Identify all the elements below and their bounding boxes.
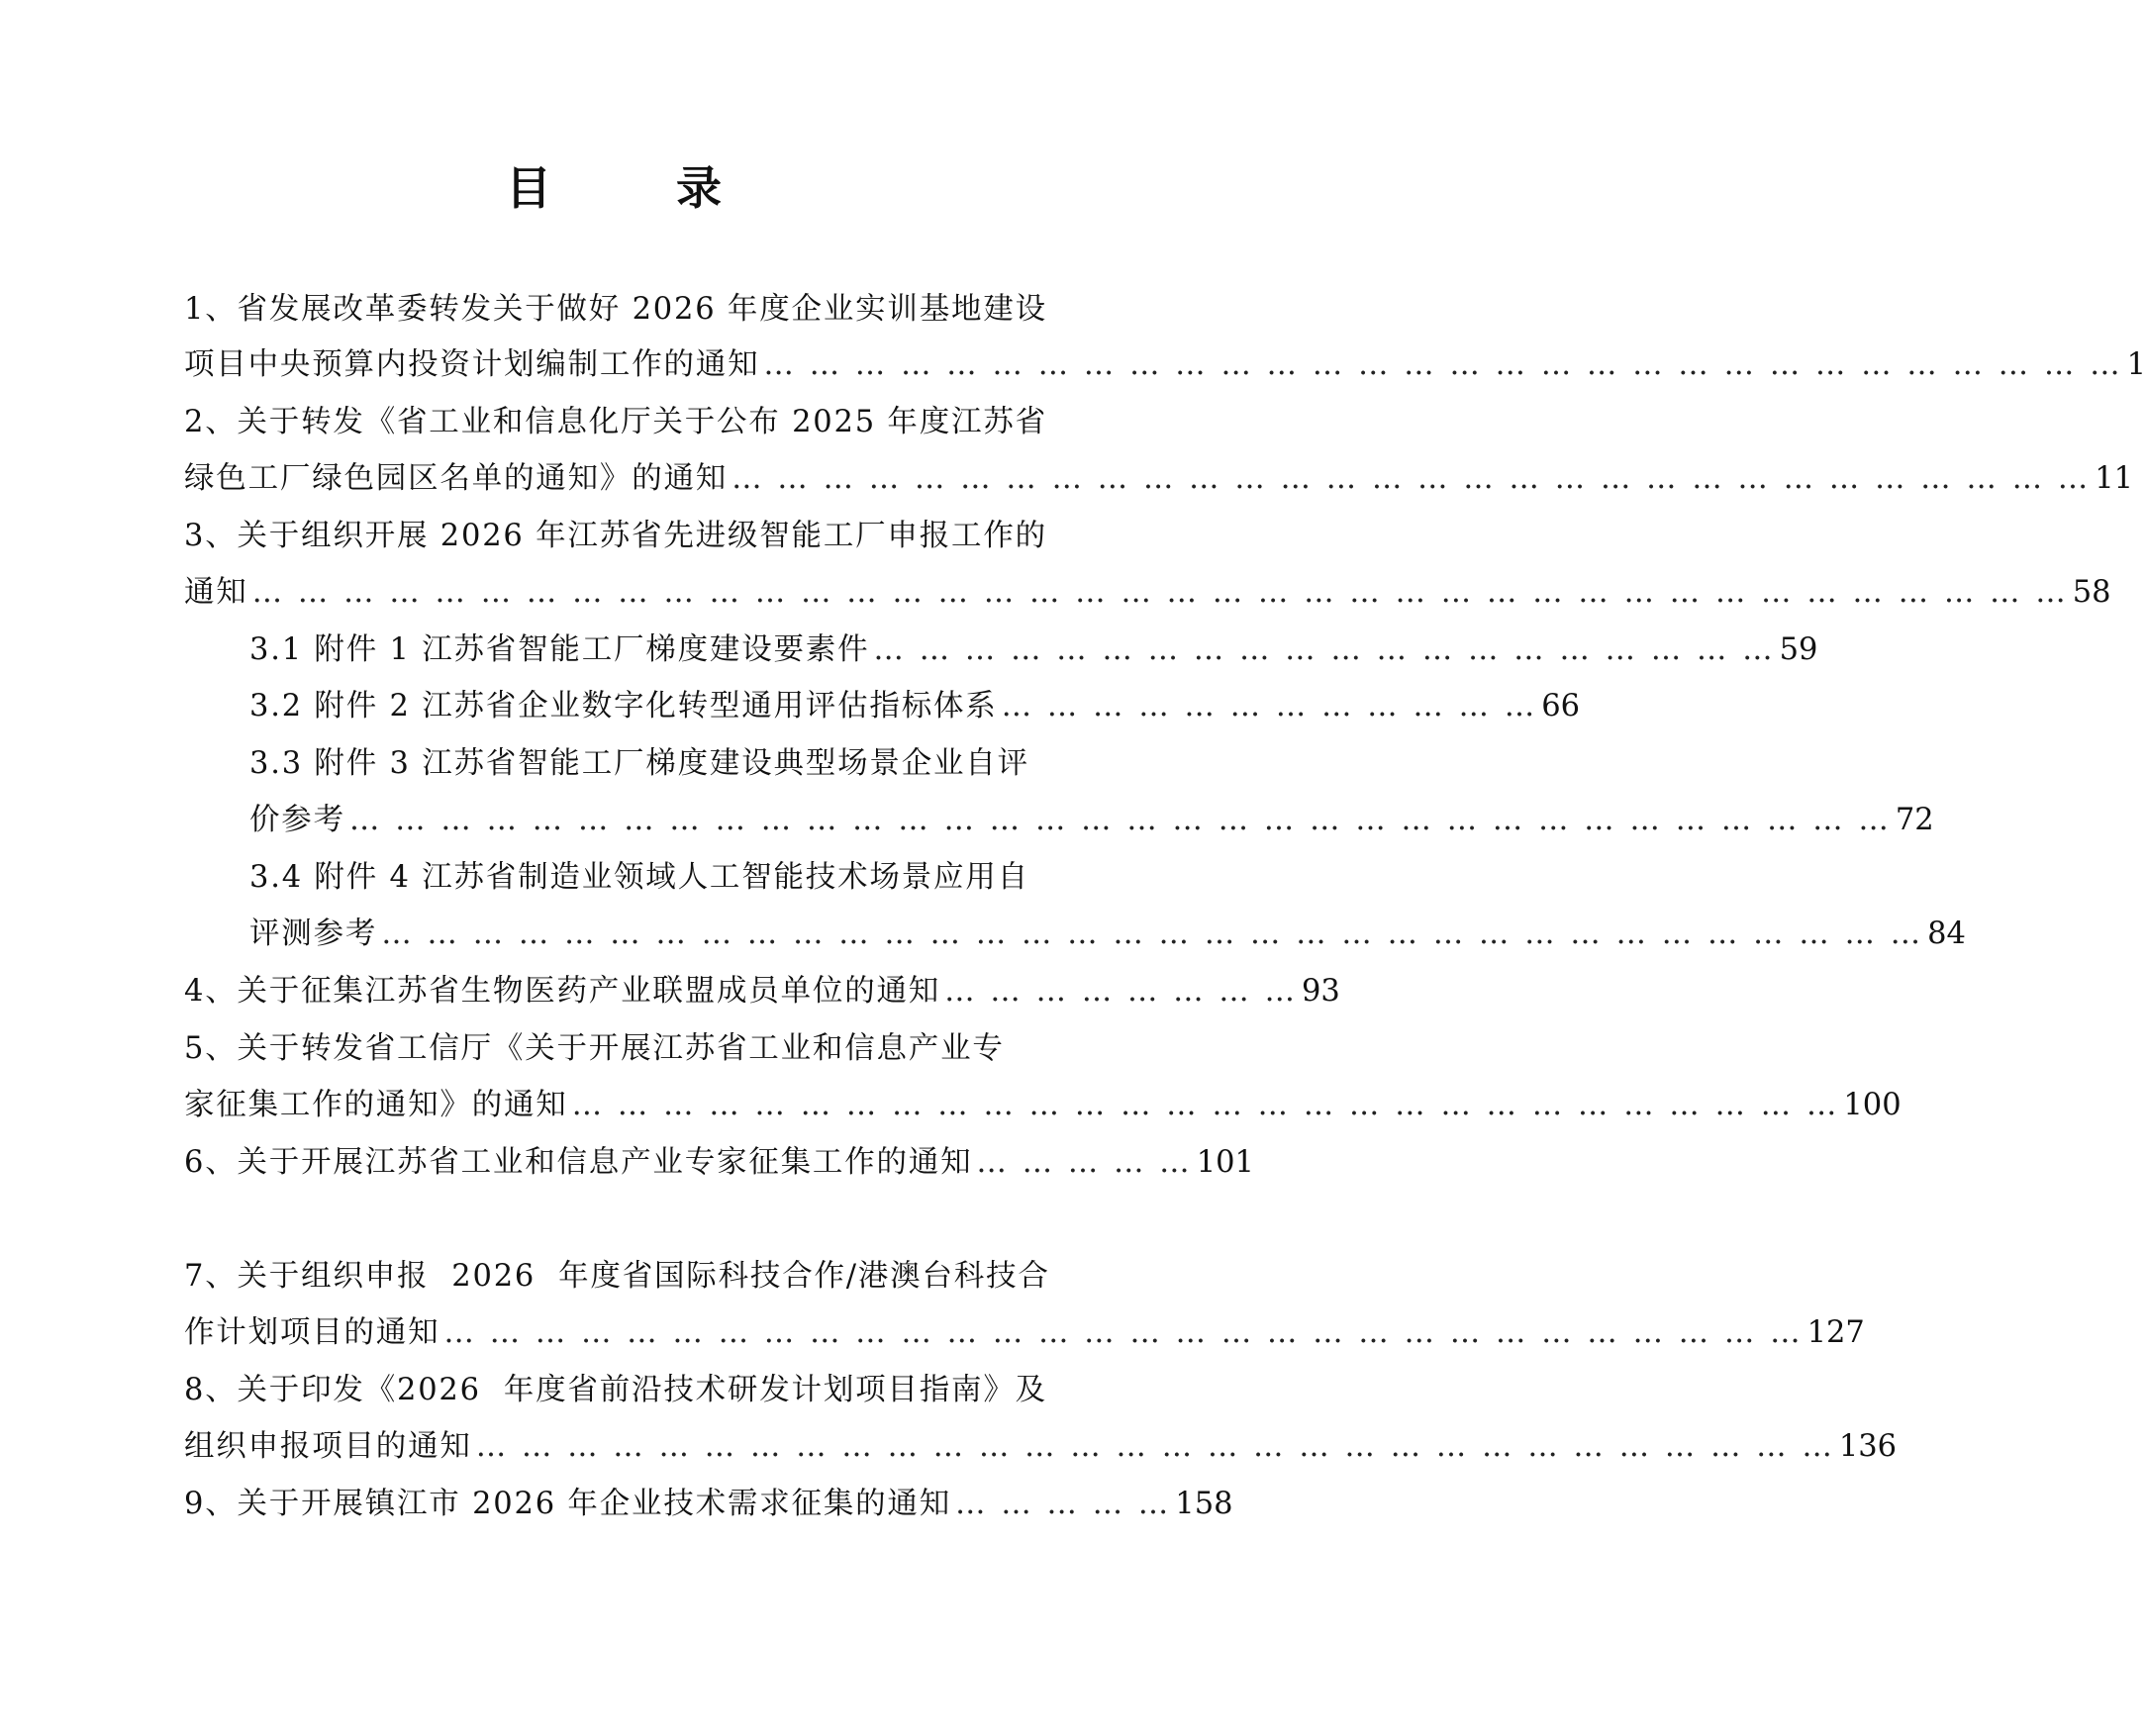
toc-page-number: 101 xyxy=(1196,1145,1254,1180)
toc-page-number: 127 xyxy=(1806,1315,1865,1350)
toc-entry-line: 2、关于转发《省工业和信息化厅关于公布 2025 年度江苏省 xyxy=(184,405,1047,439)
toc-entry-leader-line xyxy=(249,628,1818,672)
toc-page-number: 93 xyxy=(1301,974,1340,1009)
toc-entry-leader-line xyxy=(184,343,2146,387)
toc-entry-leader-line xyxy=(184,1425,1898,1469)
toc-entry-leader-line xyxy=(184,457,2134,501)
toc-page-number: 72 xyxy=(1895,803,1934,837)
toc-title: 目 录 xyxy=(506,161,761,215)
toc-entry-leader-line xyxy=(184,571,2111,615)
dot-leader: … … … … … … … … … … … … … … … … … … … … … … … … … … … … … … … … … … xyxy=(381,916,1924,951)
dot-leader: … … … … … … … … … … … … … … … … … … … … … … … … … … … … … … xyxy=(732,461,2092,496)
toc-entry-leader-line xyxy=(184,1483,1233,1526)
dot-leader: … … … … … … … … … … … … … … … … … … … … … … … … … … … … xyxy=(571,1088,1840,1122)
dot-leader: … … … … … … … … … … … … … … … … … … … … … … … … … … … … … … xyxy=(763,347,2123,382)
toc-entry-text: 组织申报项目的通知 xyxy=(184,1429,472,1464)
toc-entry-text: 价参考 xyxy=(249,803,345,837)
toc-page-number: 84 xyxy=(1927,916,1966,951)
toc-page-number: 158 xyxy=(1175,1487,1233,1521)
dot-leader: … … … … … … … … … … … … … … … … … … … … … … … … … … … … … … … … … … xyxy=(348,803,1892,837)
toc-entry-leader-line xyxy=(184,1141,1254,1185)
toc-entry-line: 3.3 附件 3 江苏省智能工厂梯度建设典型场景企业自评 xyxy=(249,746,1029,781)
toc-entry-text: 3.2 附件 2 江苏省企业数字化转型通用评估指标体系 xyxy=(249,689,998,723)
toc-entry-text: 3.1 附件 1 江苏省智能工厂梯度建设要素件 xyxy=(249,632,870,667)
toc-entry-leader-line xyxy=(249,685,1581,728)
toc-page-number: 59 xyxy=(1779,632,1818,667)
toc-entry-line: 1、省发展改革委转发关于做好 2026 年度企业实训基地建设 xyxy=(184,292,1047,327)
toc-page-number: 100 xyxy=(1843,1088,1902,1122)
toc-page-number: 1 xyxy=(2126,347,2146,382)
toc-entry-text: 评测参考 xyxy=(249,916,378,951)
dot-leader: … … … … … … … … … … … … … … … … … … … … … … … … … … … … … … xyxy=(475,1429,1835,1464)
toc-entry-text: 6、关于开展江苏省工业和信息产业专家征集工作的通知 xyxy=(184,1145,973,1180)
toc-entry-text: 9、关于开展镇江市 2026 年企业技术需求征集的通知 xyxy=(184,1487,952,1521)
dot-leader: … … … … … … … … … … … … … … … … … … … … … … … … … … … … … … xyxy=(443,1315,1804,1350)
toc-page-number: 66 xyxy=(1541,689,1581,723)
dot-leader: … … … … … xyxy=(955,1487,1172,1521)
toc-entry-text: 家征集工作的通知》的通知 xyxy=(184,1088,568,1122)
dot-leader: … … … … … … … … … … … … … … … … … … … … xyxy=(873,632,1776,667)
dot-leader: … … … … … … … … … … … … xyxy=(1001,689,1538,723)
toc-entry-leader-line xyxy=(249,913,1966,956)
toc-entry-line: 8、关于印发《2026 年度省前沿技术研发计划项目指南》及 xyxy=(184,1373,1047,1407)
dot-leader: … … … … … … … … xyxy=(944,974,1298,1009)
toc-entry-text: 绿色工厂绿色园区名单的通知》的通知 xyxy=(184,461,729,496)
toc-page-number: 136 xyxy=(1838,1429,1898,1464)
toc-entry-text: 作计划项目的通知 xyxy=(184,1315,440,1350)
dot-leader: … … … … … … … … … … … … … … … … … … … … … … … … … … … … … … … … … … … … … … … … xyxy=(251,575,2069,610)
toc-entry-line: 5、关于转发省工信厅《关于开展江苏省工业和信息产业专 xyxy=(184,1031,1005,1066)
toc-entry-line: 3、关于组织开展 2026 年江苏省先进级智能工厂申报工作的 xyxy=(184,519,1047,553)
toc-entry-text: 通知 xyxy=(184,575,248,610)
toc-page-number: 58 xyxy=(2072,575,2111,610)
toc-entry-text: 项目中央预算内投资计划编制工作的通知 xyxy=(184,347,760,382)
toc-page-number: 11 xyxy=(2095,461,2134,496)
toc-entry-leader-line xyxy=(249,799,1934,842)
toc-entry-line: 3.4 附件 4 江苏省制造业领域人工智能技术场景应用自 xyxy=(249,860,1029,895)
toc-entry-leader-line xyxy=(184,1311,1865,1355)
toc-entry-line: 7、关于组织申报 2026 年度省国际科技合作/港澳台科技合 xyxy=(184,1259,1050,1294)
toc-entry-leader-line xyxy=(184,1084,1902,1127)
toc-entry-text: 4、关于征集江苏省生物医药产业联盟成员单位的通知 xyxy=(184,974,941,1009)
dot-leader: … … … … … xyxy=(976,1145,1193,1180)
toc-entry-leader-line xyxy=(184,970,1340,1013)
